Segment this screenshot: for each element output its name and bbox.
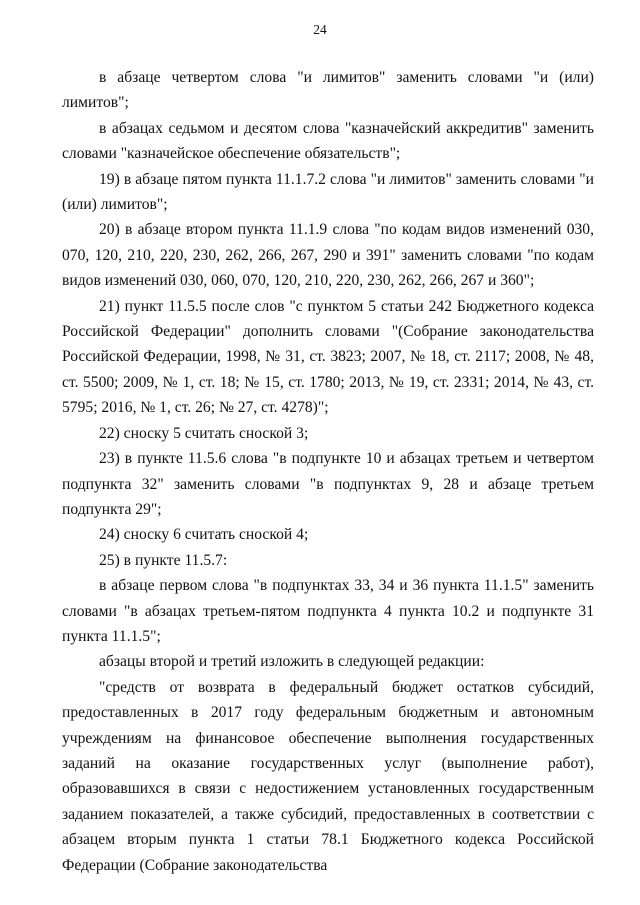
- paragraph-item-25-second-clause: абзацы второй и третий изложить в следующей редакции:: [99, 653, 485, 671]
- paragraph-item-25-first-clause: в абзаце первом слова "в подпунктах 33, 34 и 36 пункта 11.1.5" заменить словами "в абзацах третьем-пятом подпункта 4 пункта 10.2 и подпункте 31 пункта 11.1.5";: [62, 577, 594, 645]
- paragraph-item-4-clause: в абзаце четвертом слова "и лимитов" заменить словами "и (или) лимитов";: [62, 69, 594, 112]
- paragraph-item-23: 23) в пункте 11.5.6 слова "в подпункте 10 и абзацах третьем и четвертом подпункта 32" заменить словами "в подпунктах 9, 28 и абзаце третьем подпункта 29";: [62, 450, 594, 518]
- paragraph-item-24: 24) сноску 6 считать сноской 4;: [99, 526, 309, 544]
- paragraph-item-21: 21) пункт 11.5.5 после слов "с пунктом 5 статьи 242 Бюджетного кодекса Российской Федерации" дополнить словами "(Собрание законодательства Российской Федерации, 1998, № 31, ст. 3823; 2007, № 18, ст. 2117; 2008, № 48, ст. 5500; 2009, № 1, ст. 18; № 15, ст. 1780; 2013, № 19, ст. 2331; 2014, № 43, ст. 5795; 2016, № 1, ст. 26; № 27, ст. 4278)";: [62, 297, 594, 417]
- paragraph-item-19: 19) в абзаце пятом пункта 11.1.7.2 слова "и лимитов" заменить словами "и (или) лимитов";: [62, 170, 594, 214]
- page-number: 24: [313, 22, 327, 37]
- paragraph-item-22: 22) сноску 5 считать сноской 3;: [99, 424, 309, 442]
- paragraph-quoted-text: "средств от возврата в федеральный бюджет остатков субсидий, предоставленных в 2017 году федеральным бюджетным и автономным учреждениям на финансовое обеспечение выполнения государственных заданий на оказание государственных услуг (выполнение работ), образовавшихся в связи с недостижением установленных государственным заданием показателей, а также субсидий, предоставленных в соответствии с абзацем вторым пункта 1 статьи 78.1 Бюджетного кодекса Российской Федерации (Собрание законодательства: [62, 678, 594, 874]
- paragraph-item-20: 20) в абзаце втором пункта 11.1.9 слова "по кодам видов изменений 030, 070, 120, 210, 220, 230, 262, 266, 267, 290 и 391" заменить словами "по кодам видов изменений 030, 060, 070, 120, 210, 220, 230, 262, 266, 267 и 360";: [62, 221, 594, 290]
- paragraph-item-25: 25) в пункте 11.5.7:: [99, 551, 228, 569]
- document-body: [62, 65, 594, 878]
- paragraph-item-7-10-clause: в абзацах седьмом и десятом слова "казначейский аккредитив" заменить словами "казначейское обеспечение обязательств";: [62, 119, 594, 163]
